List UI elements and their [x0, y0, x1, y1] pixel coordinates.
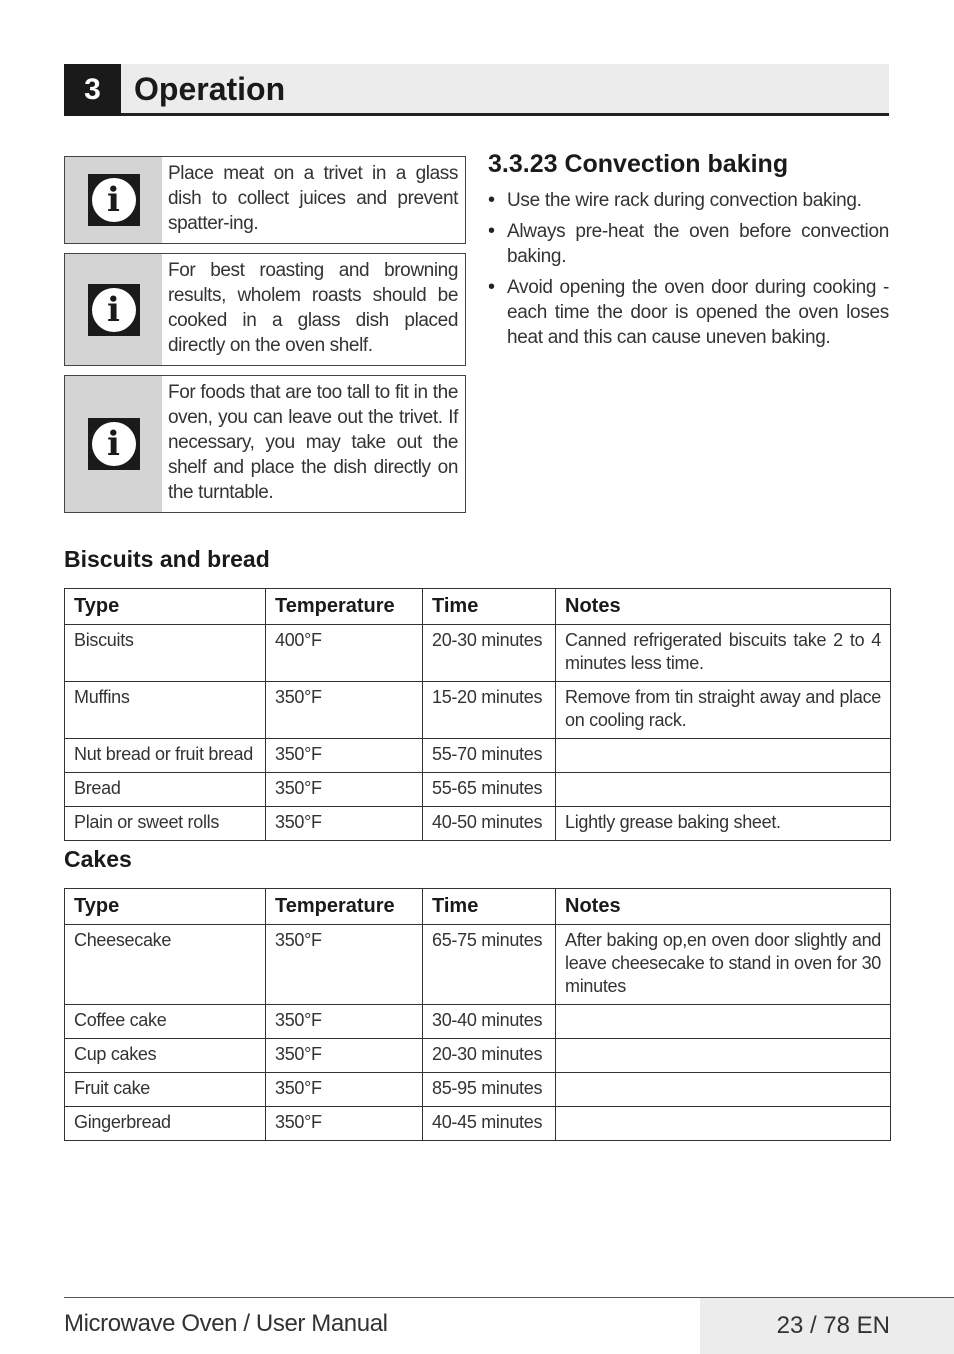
- cell-temperature: 400°F: [266, 625, 423, 682]
- table-title-cakes: Cakes: [64, 846, 132, 872]
- info-icon: i: [88, 284, 140, 336]
- cell-time: 15-20 minutes: [423, 682, 556, 739]
- cell-notes: [556, 739, 891, 773]
- table-row: [65, 1039, 891, 1073]
- header-notes: Notes: [556, 889, 891, 925]
- cell-type: Muffins: [65, 682, 266, 739]
- bullet-item: • Avoid opening the oven door during cooking - each time the door is opened the oven loses heat and this can cause uneven baking.: [488, 275, 889, 350]
- table-header-row: [65, 889, 891, 925]
- info-icon-cell: [65, 157, 162, 243]
- header-type: Type: [65, 589, 266, 625]
- info-box-3: [64, 375, 466, 513]
- info-box-2: [64, 253, 466, 366]
- table-header-row: [65, 589, 891, 625]
- cell-temperature: 350°F: [266, 1107, 423, 1141]
- header-notes: Notes: [556, 589, 891, 625]
- cell-temperature: 350°F: [266, 682, 423, 739]
- cell-notes: After baking op,en oven door slightly and leave cheesecake to stand in oven for 30 minutes: [556, 925, 891, 1005]
- info-icon: i: [88, 418, 140, 470]
- table-row: [65, 925, 891, 1005]
- table-row: [65, 625, 891, 682]
- cell-notes: [556, 773, 891, 807]
- cell-temperature: 350°F: [266, 773, 423, 807]
- cell-temperature: 350°F: [266, 925, 423, 1005]
- cell-temperature: 350°F: [266, 807, 423, 841]
- table-title-biscuits: Biscuits and bread: [64, 546, 270, 572]
- cell-time: 20-30 minutes: [423, 625, 556, 682]
- info-icon: i: [88, 174, 140, 226]
- header-type: Type: [65, 889, 266, 925]
- cell-time: 65-75 minutes: [423, 925, 556, 1005]
- cell-notes: Remove from tin straight away and place on cooling rack.: [556, 682, 891, 739]
- table-row: [65, 682, 891, 739]
- header-temperature: Temperature: [266, 889, 423, 925]
- cell-temperature: 350°F: [266, 1039, 423, 1073]
- cell-type: Nut bread or fruit bread: [65, 739, 266, 773]
- cell-time: 20-30 minutes: [423, 1039, 556, 1073]
- cell-type: Bread: [65, 773, 266, 807]
- cell-notes: [556, 1107, 891, 1141]
- info-text: For foods that are too tall to fit in the oven, you can leave out the trivet. If necessary, you may take out the shelf and place the dish directly on the turntable.: [168, 382, 458, 503]
- cell-time: 40-50 minutes: [423, 807, 556, 841]
- cell-notes: [556, 1073, 891, 1107]
- cell-time: 40-45 minutes: [423, 1107, 556, 1141]
- chapter-number: 3: [64, 64, 121, 116]
- info-text: For best roasting and browning results, wholem roasts should be cooked in a glass dish placed directly on the oven shelf.: [168, 260, 458, 356]
- table-row: [65, 773, 891, 807]
- cell-temperature: 350°F: [266, 739, 423, 773]
- footer-page-number: 23 / 78 EN: [700, 1298, 954, 1354]
- cell-type: Coffee cake: [65, 1005, 266, 1039]
- table-row: [65, 739, 891, 773]
- cell-temperature: 350°F: [266, 1005, 423, 1039]
- info-box-1: [64, 156, 466, 244]
- info-icon-cell: [65, 254, 162, 365]
- header-time: Time: [423, 589, 556, 625]
- cell-time: 55-65 minutes: [423, 773, 556, 807]
- biscuits-bread-table: [64, 588, 891, 841]
- cell-type: Fruit cake: [65, 1073, 266, 1107]
- info-icon-cell: [65, 376, 162, 512]
- cell-notes: Lightly grease baking sheet.: [556, 807, 891, 841]
- bullet-item: • Always pre-heat the oven before convection baking.: [488, 219, 889, 269]
- cell-time: 55-70 minutes: [423, 739, 556, 773]
- cell-time: 30-40 minutes: [423, 1005, 556, 1039]
- table-row: [65, 1107, 891, 1141]
- chapter-header: [64, 64, 889, 116]
- cell-temperature: 350°F: [266, 1073, 423, 1107]
- header-temperature: Temperature: [266, 589, 423, 625]
- section-title: 3.3.23 Convection baking: [488, 150, 789, 178]
- cell-type: Cheesecake: [65, 925, 266, 1005]
- header-time: Time: [423, 889, 556, 925]
- cell-type: Plain or sweet rolls: [65, 807, 266, 841]
- cell-time: 85-95 minutes: [423, 1073, 556, 1107]
- info-text: Place meat on a trivet in a glass dish to collect juices and prevent spatter-ing.: [168, 163, 458, 234]
- footer-manual-title: Microwave Oven / User Manual: [64, 1310, 388, 1337]
- table-row: [65, 1005, 891, 1039]
- bullet-item: • Use the wire rack during convection baking.: [488, 188, 889, 213]
- cell-notes: [556, 1039, 891, 1073]
- cell-type: Cup cakes: [65, 1039, 266, 1073]
- chapter-title: Operation: [134, 71, 286, 107]
- table-row: [65, 1073, 891, 1107]
- cell-notes: [556, 1005, 891, 1039]
- table-row: [65, 807, 891, 841]
- cakes-table: [64, 888, 891, 1141]
- cell-type: Biscuits: [65, 625, 266, 682]
- cell-type: Gingerbread: [65, 1107, 266, 1141]
- convection-bullet-list: [488, 188, 889, 356]
- cell-notes: Canned refrigerated biscuits take 2 to 4 minutes less time.: [556, 625, 891, 682]
